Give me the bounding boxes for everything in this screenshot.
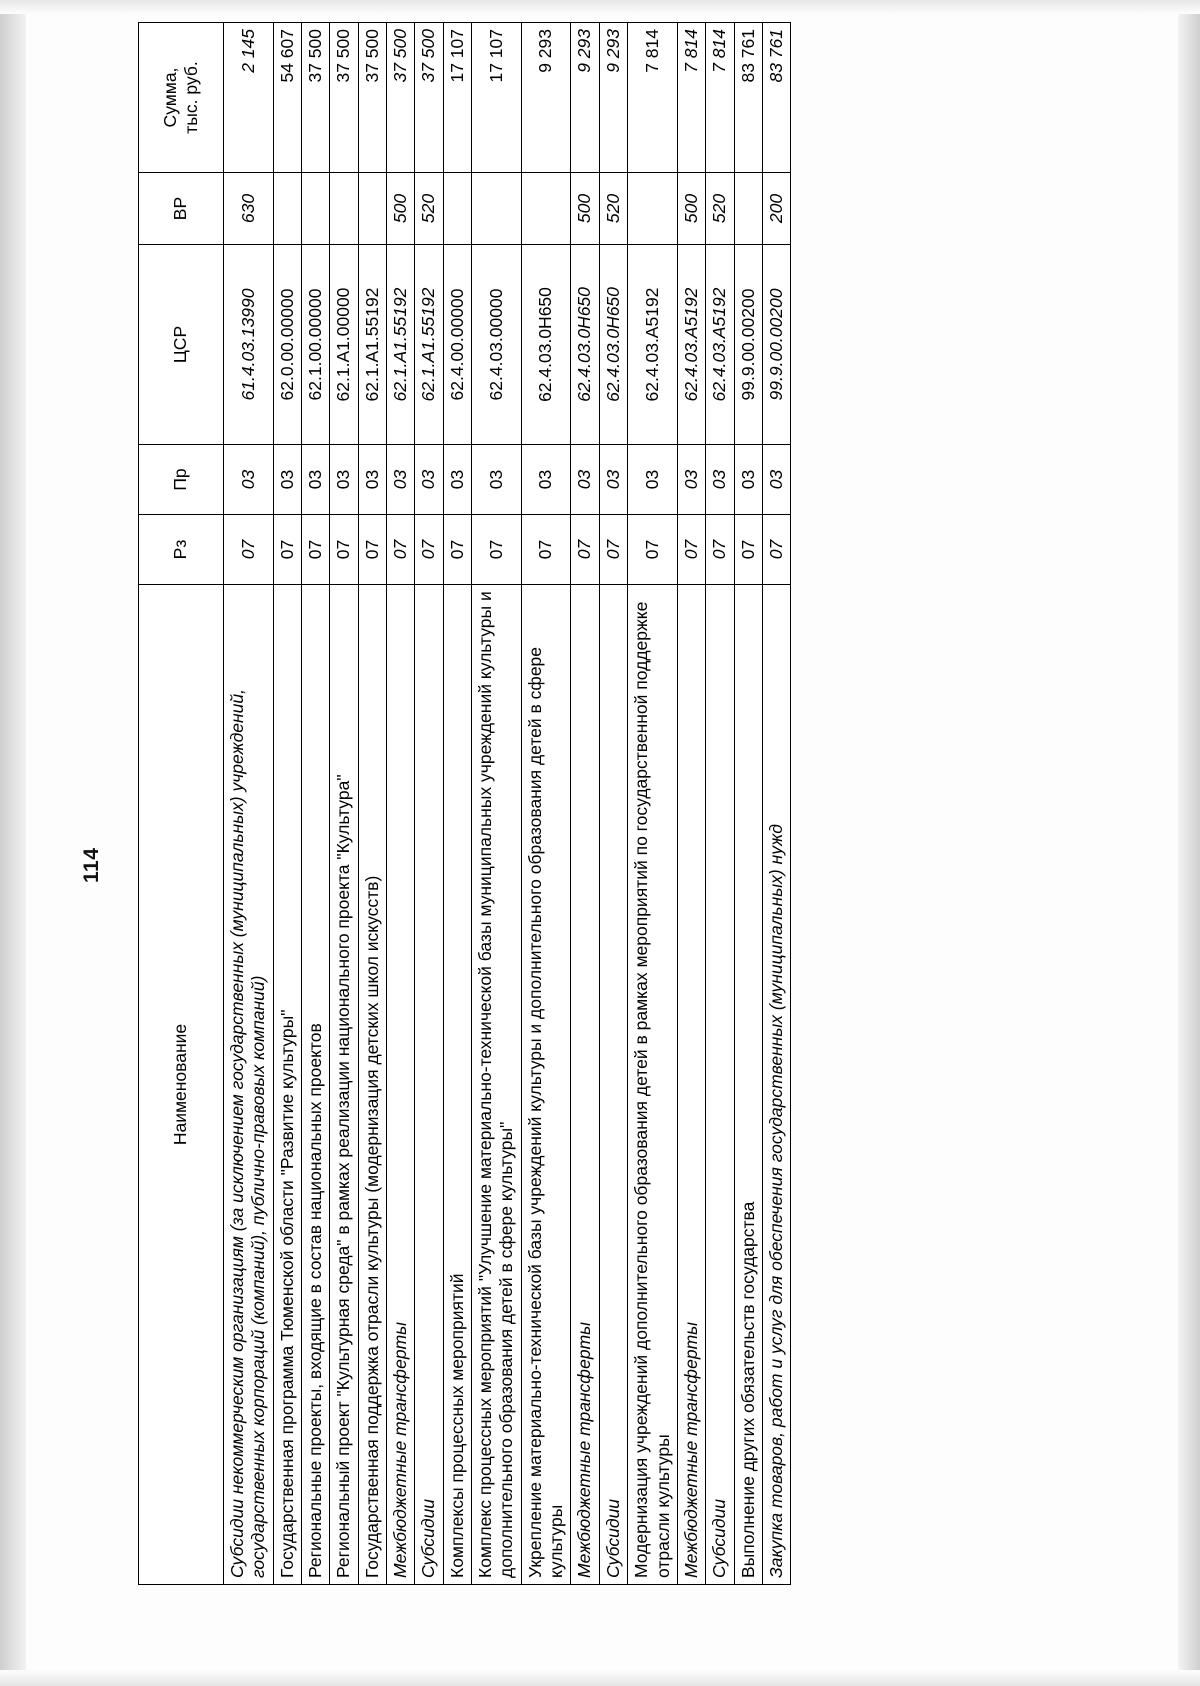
scan-edge-bottom	[0, 1670, 1200, 1686]
cell-name: Субсидии	[415, 585, 443, 1585]
cell-name: Комплексы процессных мероприятий	[443, 585, 471, 1585]
cell-pr: 03	[415, 445, 443, 515]
cell-vr	[443, 173, 471, 245]
cell-pr: 03	[734, 445, 762, 515]
cell-sum: 17 107	[472, 23, 522, 173]
cell-vr: 520	[599, 173, 627, 245]
cell-rz: 07	[443, 515, 471, 585]
cell-pr: 03	[706, 445, 734, 515]
cell-rz: 07	[571, 515, 599, 585]
cell-rz: 07	[734, 515, 762, 585]
cell-vr: 500	[571, 173, 599, 245]
cell-name: Субсидии	[599, 585, 627, 1585]
cell-name: Модернизация учреждений дополнительного образования детей в рамках мероприятий по государственной поддержке отрасли культуры	[628, 585, 678, 1585]
cell-sum: 9 293	[521, 23, 571, 173]
cell-name: Субсидии некоммерческим организациям (за исключением государственных (муниципальных) учреждений, государственных корпораций (компаний), публично-правовых компаний)	[224, 585, 274, 1585]
table-row	[387, 23, 415, 1585]
cell-vr: 520	[415, 173, 443, 245]
column-header-name: Наименование	[139, 585, 224, 1585]
cell-vr	[472, 173, 522, 245]
table-body	[224, 23, 791, 1585]
cell-rz: 07	[302, 515, 330, 585]
column-header-sum-line2: тыс. руб.	[181, 61, 201, 134]
cell-name: Выполнение других обязательств государства	[734, 585, 762, 1585]
table-row	[762, 23, 790, 1585]
cell-sum: 17 107	[443, 23, 471, 173]
cell-rz: 07	[762, 515, 790, 585]
table-row	[358, 23, 386, 1585]
cell-name: Субсидии	[706, 585, 734, 1585]
cell-pr: 03	[443, 445, 471, 515]
cell-csr: 62.4.03.00000	[472, 245, 522, 445]
table-row	[443, 23, 471, 1585]
cell-rz: 07	[415, 515, 443, 585]
table-row	[330, 23, 358, 1585]
cell-csr: 99.9.00.00200	[734, 245, 762, 445]
cell-rz: 07	[628, 515, 678, 585]
table-row	[224, 23, 274, 1585]
cell-pr: 03	[628, 445, 678, 515]
cell-vr	[302, 173, 330, 245]
cell-rz: 07	[706, 515, 734, 585]
table-row	[734, 23, 762, 1585]
cell-pr: 03	[302, 445, 330, 515]
cell-name: Комплекс процессных мероприятий "Улучшение материально-технической базы муниципальных учреждений культуры и дополнительного образования детей в сфере культуры"	[472, 585, 522, 1585]
cell-csr: 62.4.03.0H650	[521, 245, 571, 445]
cell-rz: 07	[330, 515, 358, 585]
cell-name: Межбюджетные трансферты	[387, 585, 415, 1585]
cell-csr: 62.1.A1.55192	[358, 245, 386, 445]
cell-vr	[734, 173, 762, 245]
cell-sum: 37 500	[302, 23, 330, 173]
table-row	[677, 23, 705, 1585]
column-header-csr: ЦСР	[139, 245, 224, 445]
cell-sum: 7 814	[628, 23, 678, 173]
cell-csr: 62.0.00.00000	[273, 245, 301, 445]
cell-name: Региональный проект "Культурная среда" в рамках реализации национального проекта "Культура"	[330, 585, 358, 1585]
cell-csr: 62.4.03.A5192	[706, 245, 734, 445]
cell-vr	[628, 173, 678, 245]
cell-csr: 62.1.A1.55192	[387, 245, 415, 445]
cell-vr: 200	[762, 173, 790, 245]
cell-rz: 07	[677, 515, 705, 585]
cell-pr: 03	[762, 445, 790, 515]
cell-pr: 03	[677, 445, 705, 515]
cell-name: Межбюджетные трансферты	[571, 585, 599, 1585]
cell-csr: 62.1.A1.55192	[415, 245, 443, 445]
cell-vr: 520	[706, 173, 734, 245]
cell-sum: 83 761	[762, 23, 790, 173]
table-row	[472, 23, 522, 1585]
budget-table	[138, 22, 791, 1585]
scan-edge-left	[0, 0, 26, 1686]
cell-csr: 62.4.03.A5192	[677, 245, 705, 445]
cell-pr: 03	[571, 445, 599, 515]
cell-vr	[358, 173, 386, 245]
cell-vr: 630	[224, 173, 274, 245]
cell-sum: 7 814	[677, 23, 705, 173]
cell-rz: 07	[521, 515, 571, 585]
cell-pr: 03	[521, 445, 571, 515]
cell-sum: 37 500	[330, 23, 358, 173]
cell-sum: 2 145	[224, 23, 274, 173]
cell-name: Государственная программа Тюменской области "Развитие культуры"	[273, 585, 301, 1585]
cell-pr: 03	[224, 445, 274, 515]
column-header-rz: Рз	[139, 515, 224, 585]
cell-vr	[330, 173, 358, 245]
cell-pr: 03	[330, 445, 358, 515]
cell-name: Межбюджетные трансферты	[677, 585, 705, 1585]
cell-vr: 500	[677, 173, 705, 245]
cell-pr: 03	[273, 445, 301, 515]
cell-csr: 62.4.03.0H650	[599, 245, 627, 445]
cell-vr	[273, 173, 301, 245]
cell-sum: 37 500	[358, 23, 386, 173]
cell-sum: 37 500	[387, 23, 415, 173]
column-header-sum	[139, 23, 224, 173]
cell-rz: 07	[273, 515, 301, 585]
scan-edge-right	[1178, 0, 1200, 1686]
document-body	[60, 29, 1140, 1643]
column-header-vr: ВР	[139, 173, 224, 245]
cell-vr	[521, 173, 571, 245]
cell-rz: 07	[599, 515, 627, 585]
cell-vr: 500	[387, 173, 415, 245]
cell-csr: 62.1.A1.00000	[330, 245, 358, 445]
table-row	[628, 23, 678, 1585]
cell-sum: 37 500	[415, 23, 443, 173]
scan-edge-top	[0, 0, 1200, 14]
page-number: 114	[80, 847, 103, 883]
cell-pr: 03	[387, 445, 415, 515]
table-row	[571, 23, 599, 1585]
table-row	[273, 23, 301, 1585]
cell-rz: 07	[358, 515, 386, 585]
cell-rz: 07	[472, 515, 522, 585]
column-header-pr: Пр	[139, 445, 224, 515]
cell-sum: 7 814	[706, 23, 734, 173]
cell-name: Закупка товаров, работ и услуг для обеспечения государственных (муниципальных) нужд	[762, 585, 790, 1585]
cell-csr: 99.9.00.00200	[762, 245, 790, 445]
cell-pr: 03	[358, 445, 386, 515]
cell-sum: 83 761	[734, 23, 762, 173]
cell-rz: 07	[387, 515, 415, 585]
table-header-row	[139, 23, 224, 1585]
cell-pr: 03	[472, 445, 522, 515]
cell-csr: 62.4.03.A5192	[628, 245, 678, 445]
cell-csr: 61.4.03.13990	[224, 245, 274, 445]
cell-name: Укрепление материально-технической базы учреждений культуры и дополнительного образования детей в сфере культуры	[521, 585, 571, 1585]
table-row	[599, 23, 627, 1585]
cell-csr: 62.4.03.0H650	[571, 245, 599, 445]
cell-sum: 9 293	[571, 23, 599, 173]
cell-csr: 62.4.00.00000	[443, 245, 471, 445]
cell-sum: 54 607	[273, 23, 301, 173]
cell-name: Региональные проекты, входящие в состав национальных проектов	[302, 585, 330, 1585]
table-row	[706, 23, 734, 1585]
table-row	[302, 23, 330, 1585]
cell-csr: 62.1.00.00000	[302, 245, 330, 445]
cell-rz: 07	[224, 515, 274, 585]
table-row	[521, 23, 571, 1585]
column-header-sum-line1: Сумма,	[159, 67, 180, 128]
table-header	[139, 23, 224, 1585]
cell-sum: 9 293	[599, 23, 627, 173]
table-row	[415, 23, 443, 1585]
cell-pr: 03	[599, 445, 627, 515]
cell-name: Государственная поддержка отрасли культуры (модернизация детских школ искусств)	[358, 585, 386, 1585]
